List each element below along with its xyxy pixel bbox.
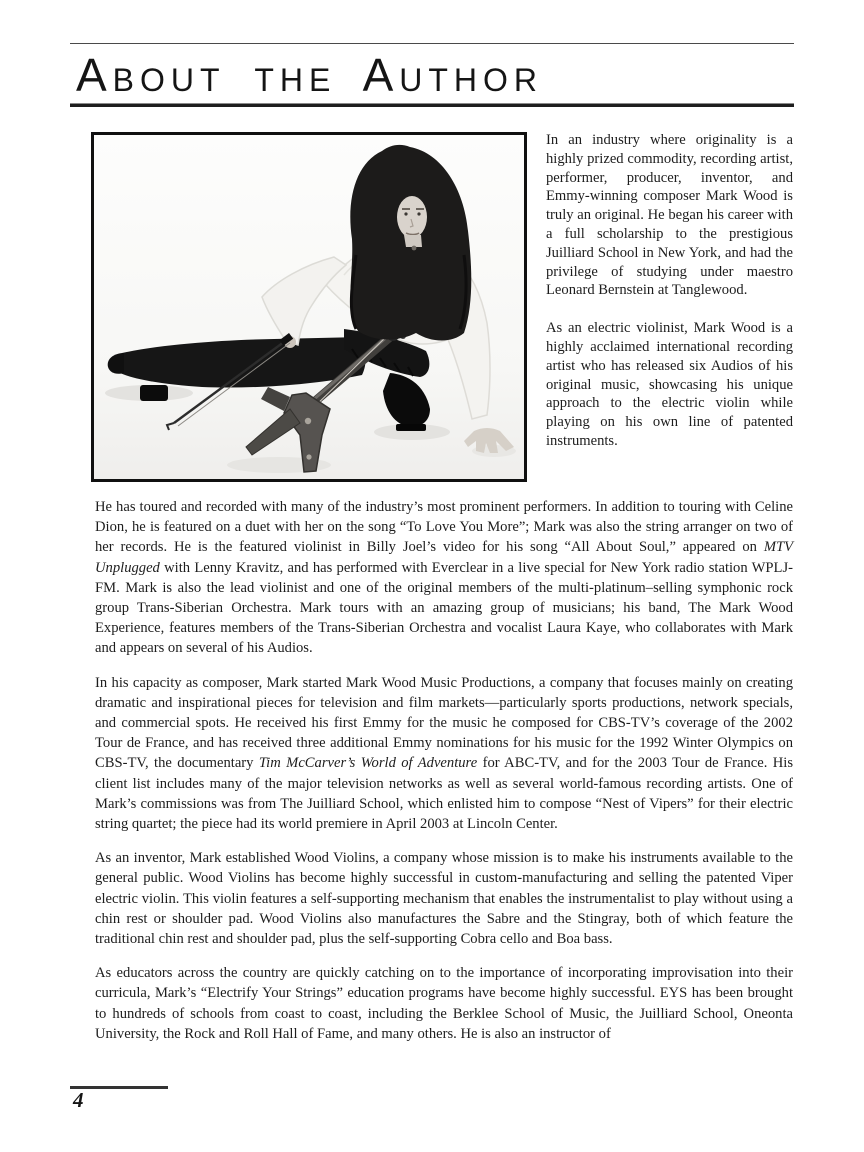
body-paragraph: In his capacity as composer, Mark started Mark Wood Music Productions, a company that focuses mainly on creating dramatic and inspirational pieces for television and film markets—particularly sports productions, network specials, and commercial spots. He received his first Emmy for the music he composed for CBS-TV’s coverage of the 2002 Tour de France, and has received three additional Emmy nominations for his music for the 1992 Winter Olympics on CBS-TV, the documentary Tim McCarver’s World of Adventure for ABC-TV, and for the 2003 Tour de France. His client list includes many of the major television networks as well as several world-famous recording artists. One of Mark’s commissions was from The Juilliard School, which enlisted him to compose “Nest of Vipers” for their electric string quartet; the piece had its world premiere in April 2003 at Lincoln Center.: [95, 674, 794, 833]
body-paragraph: He has toured and recorded with many of the industry’s most prominent performers. In addition to touring with Celine Dion, he is featured on a duet with her on the song “To Love You More”; Mark was also the string arranger on two of her records. He is the featured violinist in Billy Joel’s video for his song “All About Soul,” appeared on MTV Unplugged with Lenny Kravitz, and has performed with Everclear in a live special for New York radio station WPLJ-FM. Mark is also the lead violinist and one of the original members of the multi-platinum–selling symphonic rock group Trans-Siberian Orchestra. Mark tours with an amazing group of musicians; his band, The Mark Wood Experience, features members of the Trans-Siberian Orchestra and vocalist Laura Kaye, who collaborates with Mark and appears on several of his Audios.: [95, 499, 793, 657]
intro-column: [546, 131, 793, 470]
intro-paragraph: As an electric violinist, Mark Wood is a highly acclaimed international recording artist who has released six Audios of his original music, showcasing his unique approach to the electric violin while playing on his own line of patented instruments.: [546, 320, 793, 449]
header-rule-thin: [70, 43, 794, 44]
footer-rule: [70, 1086, 168, 1089]
body-paragraph: As educators across the country are quickly catching on to the importance of incorporating improvisation into their curricula, Mark’s “Electrify Your Strings” education programs have become highly successful. EYS has been brought to hundreds of schools from coast to coast, including the Berklee School of Music, the Juilliard School, Oneonta University, the Rock and Roll Hall of Fame, and many others. He is also an instructor of: [95, 965, 793, 1042]
author-photo-illustration: [94, 135, 524, 479]
page-title: About the Author: [76, 49, 544, 101]
body-text: [95, 497, 793, 1058]
page-number: 4: [73, 1088, 84, 1112]
body-paragraph: As an inventor, Mark established Wood Violins, a company whose mission is to make his instruments available to the general public. Wood Violins has become highly successful in custom-manufacturing and selling the patented Viper electric violin. This violin features a self-supporting mechanism that enables the instrumentalist to play without using a chin rest or shoulder pad. Wood Violins also manufactures the Sabre and the Stingray, both of which feature the traditional chin rest and shoulder pad, plus the self-supporting Cobra cello and Boa bass.: [95, 850, 793, 948]
intro-paragraph: In an industry where originality is a highly prized commodity, recording artist, performer, producer, inventor, and Emmy-winning composer Mark Wood is truly an original. He began his career with a full scholarship to the prestigious Juilliard School in New York, and had the privilege of studying under maestro Leonard Bernstein at Tanglewood.: [546, 132, 793, 299]
header-rule-thick: [70, 103, 794, 107]
author-photo: [91, 132, 527, 482]
